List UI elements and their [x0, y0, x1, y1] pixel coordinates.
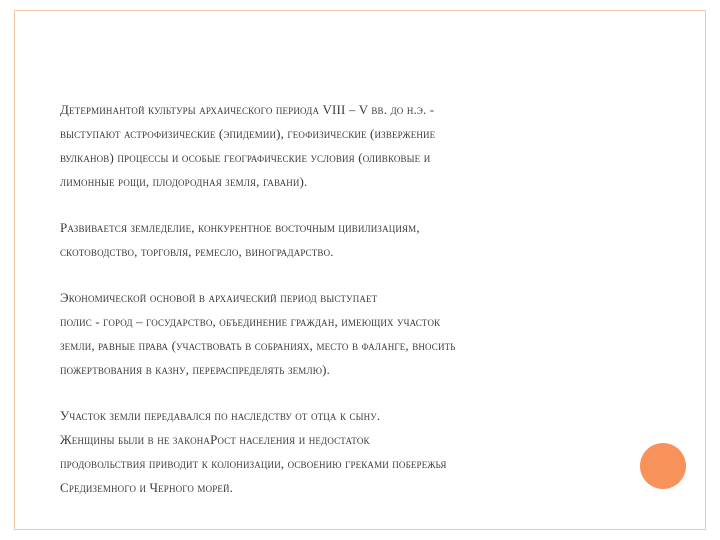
- paragraph-development: [60, 216, 666, 264]
- text-line: Участок земли передавался по наследству от отца к сыну.: [60, 408, 381, 423]
- text-line: Женщины были в не законаРост населения и недостаток: [60, 432, 370, 447]
- text-line: скотоводство, торговля, ремесло, виноградарство.: [60, 244, 334, 259]
- text-line: полис - город – государство, объединение граждан, имеющих участок: [60, 314, 441, 329]
- slide-content: [60, 98, 666, 522]
- text-line: Средиземного и Черного морей.: [60, 480, 234, 495]
- text-line: пожертвования в казну, перераспределять землю).: [60, 362, 330, 377]
- accent-circle: [640, 443, 686, 489]
- text-line: Экономической основой в архаический период выступает: [60, 290, 378, 305]
- text-line: выступают астрофизические (эпидемии), геофизические (извержение: [60, 126, 436, 141]
- paragraph-inheritance: [60, 404, 666, 500]
- text-line: вулканов) процессы и особые географические условия (оливковые и: [60, 150, 431, 165]
- paragraph-determinants: [60, 98, 666, 194]
- text-line: Детерминантой культуры архаического периода VIII – V вв. до н.э. -: [60, 102, 435, 117]
- text-line: продовольствия приводит к колонизации, освоению греками побережья: [60, 456, 447, 471]
- text-line: земли, равные права (участвовать в собраниях, место в фаланге, вносить: [60, 338, 456, 353]
- text-line: Развивается земледелие, конкурентное восточным цивилизациям,: [60, 220, 420, 235]
- paragraph-economic-basis: [60, 286, 666, 382]
- text-line: лимонные рощи, плодородная земля, гавани).: [60, 174, 308, 189]
